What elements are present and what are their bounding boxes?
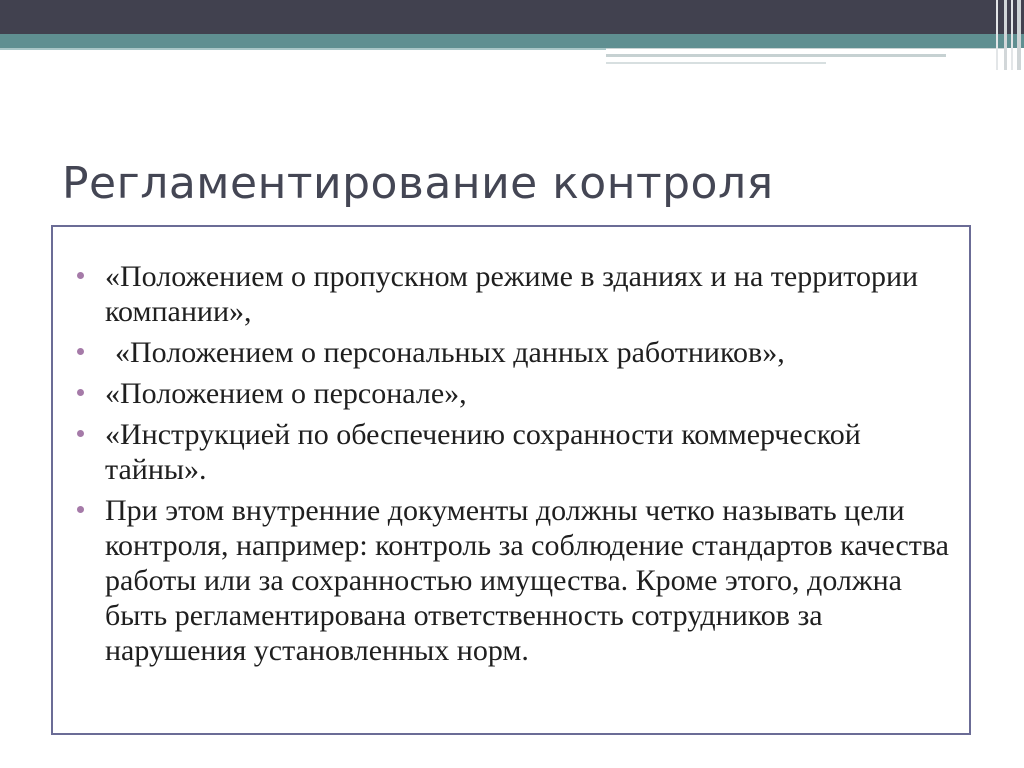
bullet-list — [53, 227, 969, 668]
bullet-item — [105, 493, 949, 668]
header-decor-line — [606, 54, 946, 57]
bullet-icon — [77, 389, 84, 396]
header-band-teal — [0, 34, 1024, 48]
bullet-text: «Положением о персонале», — [105, 377, 467, 410]
header-band-dark — [0, 0, 1024, 34]
header-decor-vline — [1017, 0, 1021, 70]
bullet-icon — [77, 506, 84, 513]
bullet-text: При этом внутренние документы должны четко называть цели контроля, например: контроль за соблюдение стандартов качества работы или за сохранностью имущества. Кроме этого, должна быть регламентирована ответственность сотрудников за нарушения установленных норм. — [105, 494, 949, 667]
header-decor-vline — [1004, 0, 1007, 70]
bullet-icon — [77, 348, 84, 355]
bullet-item — [105, 259, 949, 329]
slide-title: Регламентирование контроля — [62, 158, 774, 209]
bullet-item — [105, 335, 949, 370]
header-band-accent-line — [0, 48, 606, 50]
bullet-text: «Положением о персональных данных работников», — [115, 336, 785, 369]
header-decor-vline — [1011, 0, 1013, 70]
bullet-item — [105, 376, 949, 411]
bullet-item — [105, 417, 949, 487]
header-decor-line — [606, 62, 826, 64]
bullet-text: «Инструкцией по обеспечению сохранности коммерческой тайны». — [105, 418, 861, 486]
bullet-text: «Положением о пропускном режиме в зданиях и на территории компании», — [105, 260, 919, 328]
bullet-icon — [77, 272, 84, 279]
bullet-icon — [77, 430, 84, 437]
content-box — [51, 225, 971, 735]
header-decor-vline — [996, 0, 998, 70]
header-decor-block — [606, 48, 1006, 69]
